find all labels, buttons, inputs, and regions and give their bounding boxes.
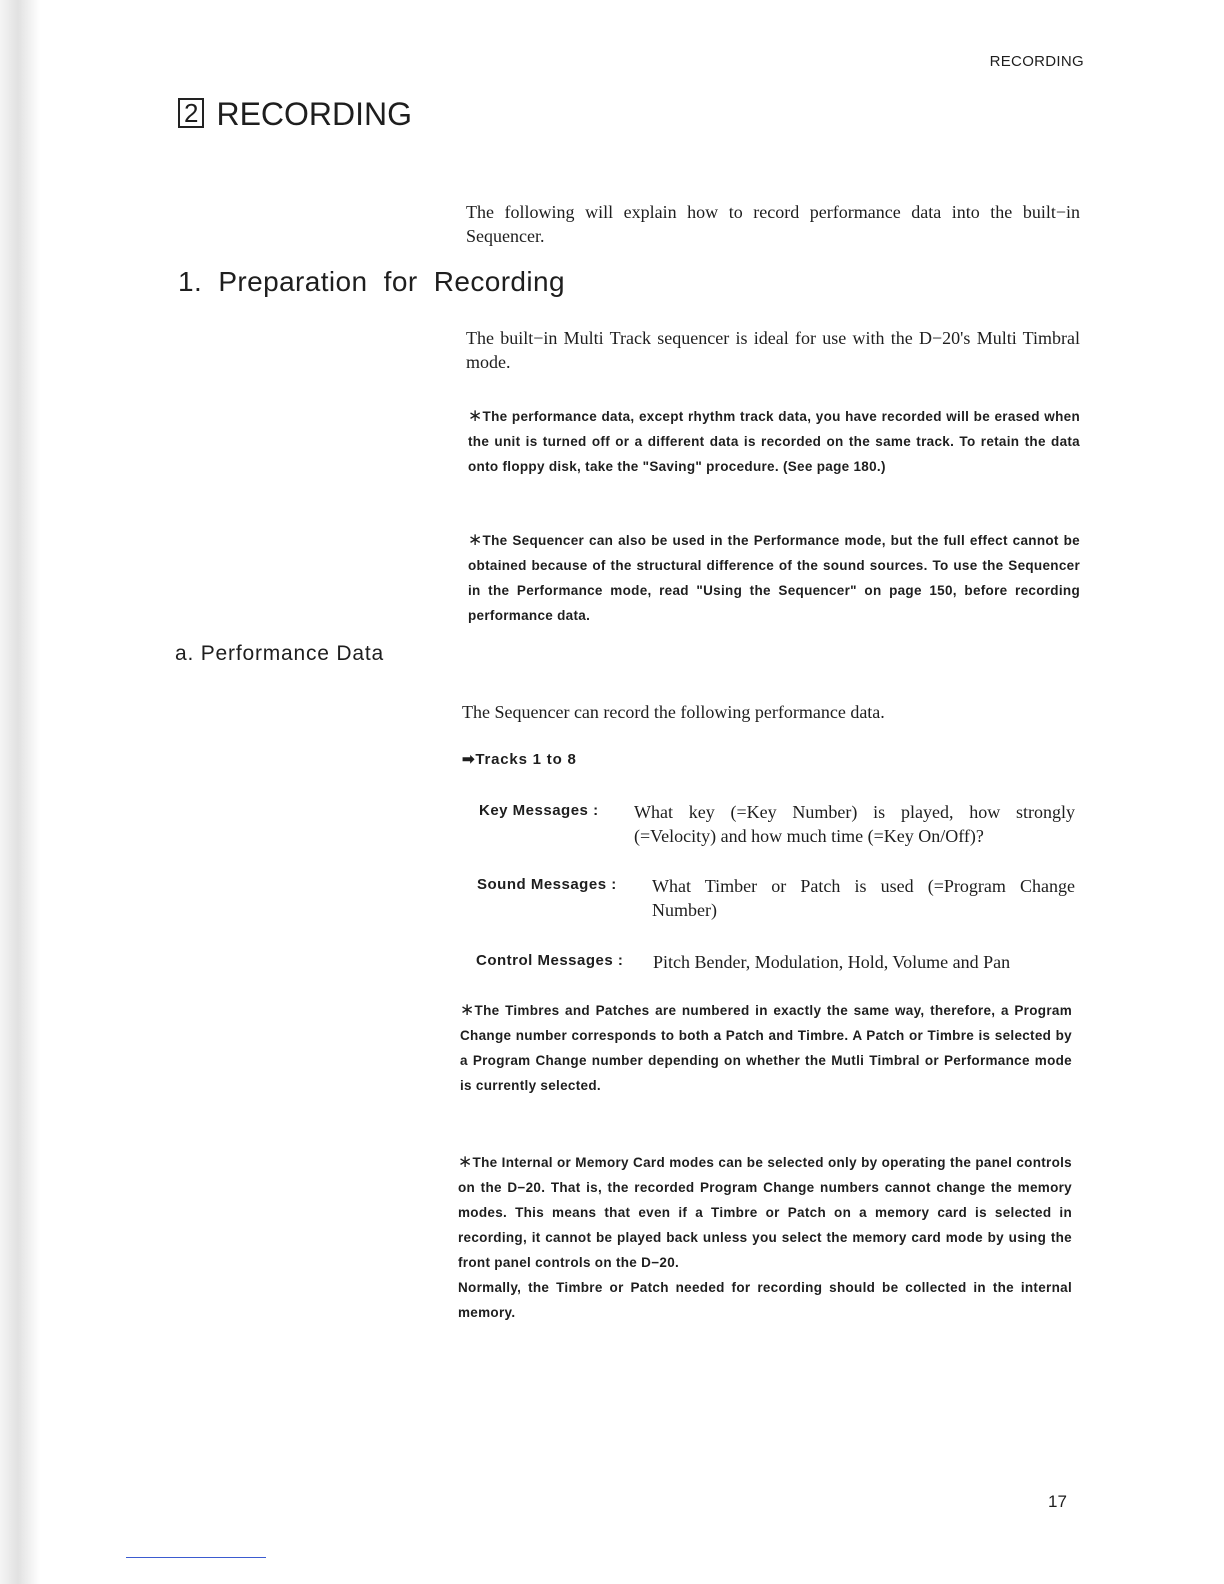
note-erase [468, 403, 1080, 479]
control-messages-desc: Pitch Bender, Modulation, Hold, Volume and Pan [653, 952, 1011, 972]
running-header: RECORDING [989, 53, 1084, 70]
note-program-change [460, 997, 1072, 1098]
paragraph-multitrack: The built−in Multi Track sequencer is ideal for use with the D−20's Multi Timbral mode. [466, 328, 1080, 372]
control-messages-row [476, 950, 1076, 974]
footer-rule [126, 1557, 266, 1558]
key-messages-row [479, 800, 1075, 848]
sound-messages-label: Sound Messages : [477, 876, 617, 893]
note-memory-modes-text: The Internal or Memory Card modes can be selected only by operating the panel controls on the D−20. That is, the recorded Program Change numbers cannot change the memory modes. This means that even if a Timbre or Patch on a memory card is selected in recording, it cannot be played back unless you select the memory card mode by using the front panel controls on the D−20. [458, 1155, 1072, 1270]
sound-messages-desc: What Timber or Patch is used (=Program Change Number) [652, 876, 1075, 920]
scan-edge-shading [0, 0, 40, 1584]
asterisk-icon: ∗ [460, 1000, 475, 1019]
key-messages-label: Key Messages : [479, 802, 599, 819]
note-erase-text: The performance data, except rhythm track data, you have recorded will be erased when the unit is turned off or a different data is recorded on the same track. To retain the data onto floppy disk, take the "Saving" procedure. (See page 180.) [468, 409, 1080, 474]
note-memory-modes [458, 1149, 1072, 1325]
asterisk-icon: ∗ [468, 530, 483, 549]
asterisk-icon: ∗ [468, 406, 483, 425]
section-title-text: RECORDING [216, 96, 413, 132]
note-program-change-text: The Timbres and Patches are numbered in exactly the same way, therefore, a Program Change number corresponds to both a Patch and Timbre. A Patch or Timbre is selected by a Program Change number depending on whether the Mutli Timbral or Performance mode is currently selected. [460, 1003, 1072, 1093]
page-number: 17 [1048, 1492, 1067, 1511]
key-messages-desc: What key (=Key Number) is played, how strongly (=Velocity) and how much time (=Key On/Off)? [634, 802, 1075, 846]
heading-performance-data: a. Performance Data [175, 642, 384, 665]
paragraph-record-data: The Sequencer can record the following performance data. [462, 702, 885, 722]
note-performance-mode-text: The Sequencer can also be used in the Performance mode, but the full effect cannot be obtained because of the structural difference of the sound sources. To use the Sequencer in the Performance mode, read "Using the Sequencer" on page 150, before recording performance data. [468, 533, 1080, 623]
section-intro: The following will explain how to record performance data into the built−in Sequencer. [466, 202, 1080, 246]
heading-preparation: 1. Preparation for Recording [178, 266, 565, 297]
control-messages-label: Control Messages : [476, 952, 624, 969]
section-title [178, 96, 412, 133]
section-number-box: 2 [178, 98, 204, 128]
tracks-label: ➡Tracks 1 to 8 [462, 751, 577, 768]
note-performance-mode [468, 527, 1080, 628]
asterisk-icon: ∗ [458, 1152, 473, 1171]
sound-messages-row [477, 874, 1075, 922]
note-memory-modes-extra: Normally, the Timbre or Patch needed for recording should be collected in the internal memory. [458, 1280, 1072, 1320]
